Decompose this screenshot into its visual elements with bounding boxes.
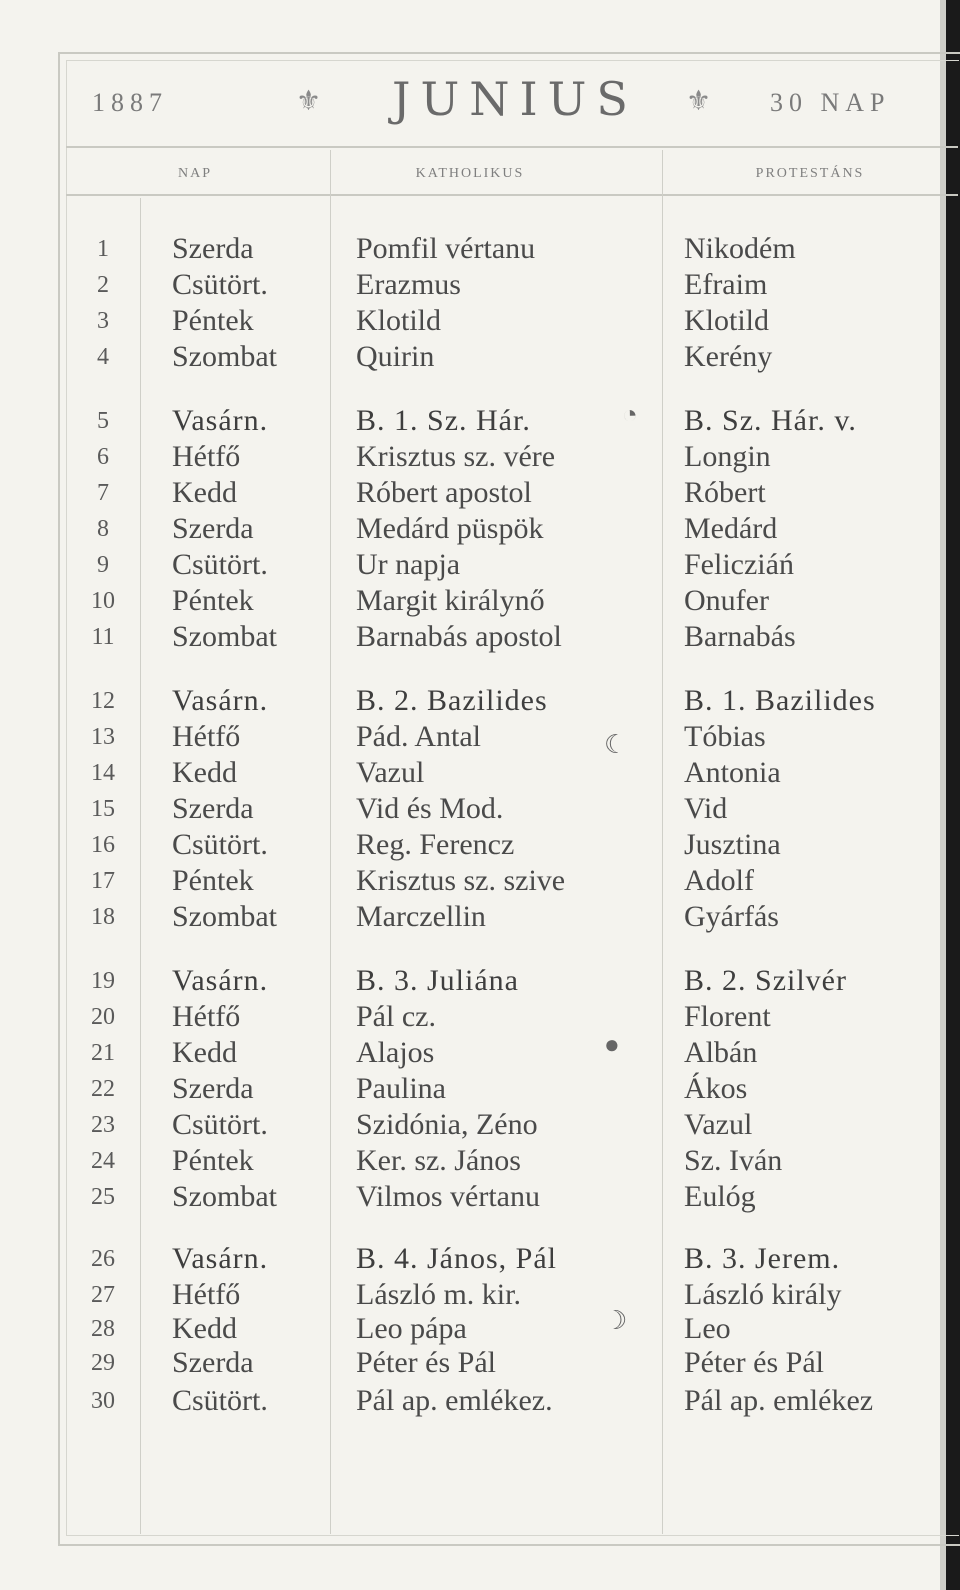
weekday: Kedd (172, 1036, 237, 1069)
weekday: Szombat (172, 620, 277, 653)
calendar-row (0, 232, 960, 268)
first-quarter-moon-icon: ◔ (622, 400, 638, 429)
day-number: 6 (97, 444, 109, 470)
weekday: Hétfő (172, 1000, 241, 1033)
catholic-saint: B. 3. Juliána (356, 964, 519, 997)
protestant-name: B. 1. Bazilides (684, 684, 876, 717)
day-number: 22 (91, 1076, 115, 1102)
weekday: Szerda (172, 1072, 254, 1105)
calendar-row (0, 1180, 960, 1216)
catholic-saint: Krisztus sz. szive (356, 864, 566, 897)
weekday: Csütört. (172, 548, 268, 581)
calendar-row (0, 404, 960, 440)
column-header-protestans: PROTESTÁNS (755, 166, 865, 181)
catholic-saint: Klotild (356, 304, 442, 337)
year-label: 1887 (92, 88, 168, 117)
catholic-saint: Krisztus sz. vére (356, 440, 556, 473)
catholic-saint: B. 4. János, Pál (356, 1242, 558, 1275)
calendar-row (0, 548, 960, 584)
protestant-name: Klotild (684, 304, 770, 337)
day-number: 2 (97, 272, 109, 298)
catholic-saint: Marczellin (356, 900, 486, 933)
protestant-name: Vid (684, 792, 728, 825)
protestant-name: Medárd (684, 512, 778, 545)
weekday: Szerda (172, 232, 254, 265)
day-number: 17 (91, 868, 115, 894)
protestant-name: Péter és Pál (684, 1346, 824, 1379)
catholic-saint: Paulina (356, 1072, 446, 1105)
catholic-saint: László m. kir. (356, 1278, 521, 1311)
catholic-saint: Péter és Pál (356, 1346, 496, 1379)
protestant-name: Antonia (684, 756, 781, 789)
protestant-name: Felicziáń (684, 548, 794, 581)
calendar-row (0, 864, 960, 900)
weekday: Szombat (172, 340, 277, 373)
days-count-label: 30 NAP (770, 88, 891, 117)
catholic-saint: Leo pápa (356, 1312, 467, 1345)
protestant-name: László király (684, 1278, 842, 1311)
day-number: 16 (91, 832, 115, 858)
protestant-name: Nikodém (684, 232, 796, 265)
day-number: 14 (91, 760, 115, 786)
last-quarter-moon-icon: ☾ (604, 730, 628, 759)
weekday: Szerda (172, 512, 254, 545)
protestant-name: Ákos (684, 1072, 748, 1105)
day-number: 24 (91, 1148, 115, 1174)
day-number: 21 (91, 1040, 115, 1066)
calendar-row (0, 584, 960, 620)
new-moon-icon: ● (604, 1030, 620, 1059)
weekday: Szombat (172, 1180, 277, 1213)
calendar-row (0, 440, 960, 476)
calendar-row (0, 792, 960, 828)
day-number: 13 (91, 724, 115, 750)
calendar-row (0, 620, 960, 656)
catholic-saint: Pád. Antal (356, 720, 481, 753)
weekday: Csütört. (172, 268, 268, 301)
protestant-name: Albán (684, 1036, 758, 1069)
day-number: 10 (91, 588, 115, 614)
day-number: 27 (91, 1282, 115, 1308)
protestant-name: Róbert (684, 476, 766, 509)
catholic-saint: B. 1. Sz. Hár. (356, 404, 531, 437)
protestant-name: Sz. Iván (684, 1144, 783, 1177)
calendar-row (0, 1000, 960, 1036)
weekday: Hétfő (172, 720, 241, 753)
calendar-row (0, 684, 960, 720)
weekday: Péntek (172, 864, 254, 897)
protestant-name: Jusztina (684, 828, 781, 861)
day-number: 26 (91, 1246, 115, 1272)
day-number: 30 (91, 1388, 115, 1414)
month-title: JUNIUS (392, 72, 638, 126)
catholic-saint: Reg. Ferencz (356, 828, 515, 861)
day-number: 25 (91, 1184, 115, 1210)
column-header-katholikus: KATHOLIKUS (415, 166, 525, 181)
calendar-row (0, 1278, 960, 1314)
calendar-row (0, 512, 960, 548)
weekday: Szombat (172, 900, 277, 933)
calendar-row (0, 720, 960, 756)
calendar-row (0, 476, 960, 512)
calendar-row (0, 828, 960, 864)
protestant-name: Adolf (684, 864, 754, 897)
catholic-saint: Quirin (356, 340, 435, 373)
catholic-saint: Vazul (356, 756, 425, 789)
weekday: Péntek (172, 584, 254, 617)
calendar-row (0, 900, 960, 936)
catholic-saint: Margit királynő (356, 584, 545, 617)
protestant-name: Pál ap. emlékez (684, 1384, 874, 1417)
day-number: 28 (91, 1316, 115, 1342)
weekday: Vasárn. (172, 684, 269, 717)
day-number: 4 (97, 344, 109, 370)
day-number: 11 (91, 624, 115, 650)
calendar-row (0, 1072, 960, 1108)
catholic-saint: Pál ap. emlékez. (356, 1384, 553, 1417)
protestant-name: B. Sz. Hár. v. (684, 404, 857, 437)
full-moon-icon: ☽ (604, 1306, 628, 1335)
weekday: Szerda (172, 792, 254, 825)
protestant-name: Eulóg (684, 1180, 756, 1213)
protestant-name: Kerény (684, 340, 773, 373)
catholic-saint: Barnabás apostol (356, 620, 562, 653)
day-number: 20 (91, 1004, 115, 1030)
catholic-saint: Alajos (356, 1036, 435, 1069)
calendar-row (0, 304, 960, 340)
calendar-row (0, 1108, 960, 1144)
protestant-name: B. 3. Jerem. (684, 1242, 841, 1275)
day-number: 18 (91, 904, 115, 930)
day-number: 1 (97, 236, 109, 262)
day-number: 19 (91, 968, 115, 994)
weekday: Péntek (172, 1144, 254, 1177)
calendar-row (0, 1346, 960, 1382)
protestant-name: Efraim (684, 268, 768, 301)
catholic-saint: Vilmos vértanu (356, 1180, 540, 1213)
protestant-name: Florent (684, 1000, 771, 1033)
catholic-saint: Erazmus (356, 268, 461, 301)
day-number: 23 (91, 1112, 115, 1138)
catholic-saint: Medárd püspök (356, 512, 544, 545)
calendar-row (0, 1242, 960, 1278)
catholic-saint: Ker. sz. János (356, 1144, 521, 1177)
calendar-row (0, 268, 960, 304)
protestant-name: B. 2. Szilvér (684, 964, 847, 997)
weekday: Hétfő (172, 440, 241, 473)
weekday: Kedd (172, 476, 237, 509)
catholic-saint: Róbert apostol (356, 476, 532, 509)
weekday: Kedd (172, 1312, 237, 1345)
calendar-row (0, 1036, 960, 1072)
header-divider (66, 194, 958, 196)
day-number: 9 (97, 552, 109, 578)
weekday: Csütört. (172, 1108, 268, 1141)
catholic-saint: B. 2. Bazilides (356, 684, 548, 717)
day-number: 15 (91, 796, 115, 822)
weekday: Vasárn. (172, 1242, 269, 1275)
catholic-saint: Pál cz. (356, 1000, 436, 1033)
calendar-row (0, 1384, 960, 1420)
catholic-saint: Pomfil vértanu (356, 232, 536, 265)
calendar-row (0, 756, 960, 792)
day-number: 12 (91, 688, 115, 714)
day-number: 29 (91, 1350, 115, 1376)
day-number: 7 (97, 480, 109, 506)
weekday: Szerda (172, 1346, 254, 1379)
weekday: Péntek (172, 304, 254, 337)
catholic-saint: Vid és Mod. (356, 792, 504, 825)
protestant-name: Barnabás (684, 620, 796, 653)
weekday: Kedd (172, 756, 237, 789)
day-number: 3 (97, 308, 109, 334)
column-header-nap: NAP (177, 166, 212, 181)
weekday: Vasárn. (172, 404, 269, 437)
calendar-row (0, 340, 960, 376)
catholic-saint: Szidónia, Zéno (356, 1108, 538, 1141)
protestant-name: Gyárfás (684, 900, 779, 933)
weekday: Vasárn. (172, 964, 269, 997)
left-ornament-icon: ⚜ (296, 86, 322, 117)
calendar-row (0, 1312, 960, 1348)
protestant-name: Longin (684, 440, 771, 473)
weekday: Csütört. (172, 828, 268, 861)
weekday: Csütört. (172, 1384, 268, 1417)
day-number: 5 (97, 408, 109, 434)
right-ornament-icon: ⚜ (686, 86, 712, 117)
weekday: Hétfő (172, 1278, 241, 1311)
day-number: 8 (97, 516, 109, 542)
protestant-name: Vazul (684, 1108, 753, 1141)
calendar-row (0, 964, 960, 1000)
protestant-name: Onufer (684, 584, 769, 617)
protestant-name: Leo (684, 1312, 731, 1345)
calendar-row (0, 1144, 960, 1180)
protestant-name: Tóbias (684, 720, 766, 753)
catholic-saint: Ur napja (356, 548, 461, 581)
